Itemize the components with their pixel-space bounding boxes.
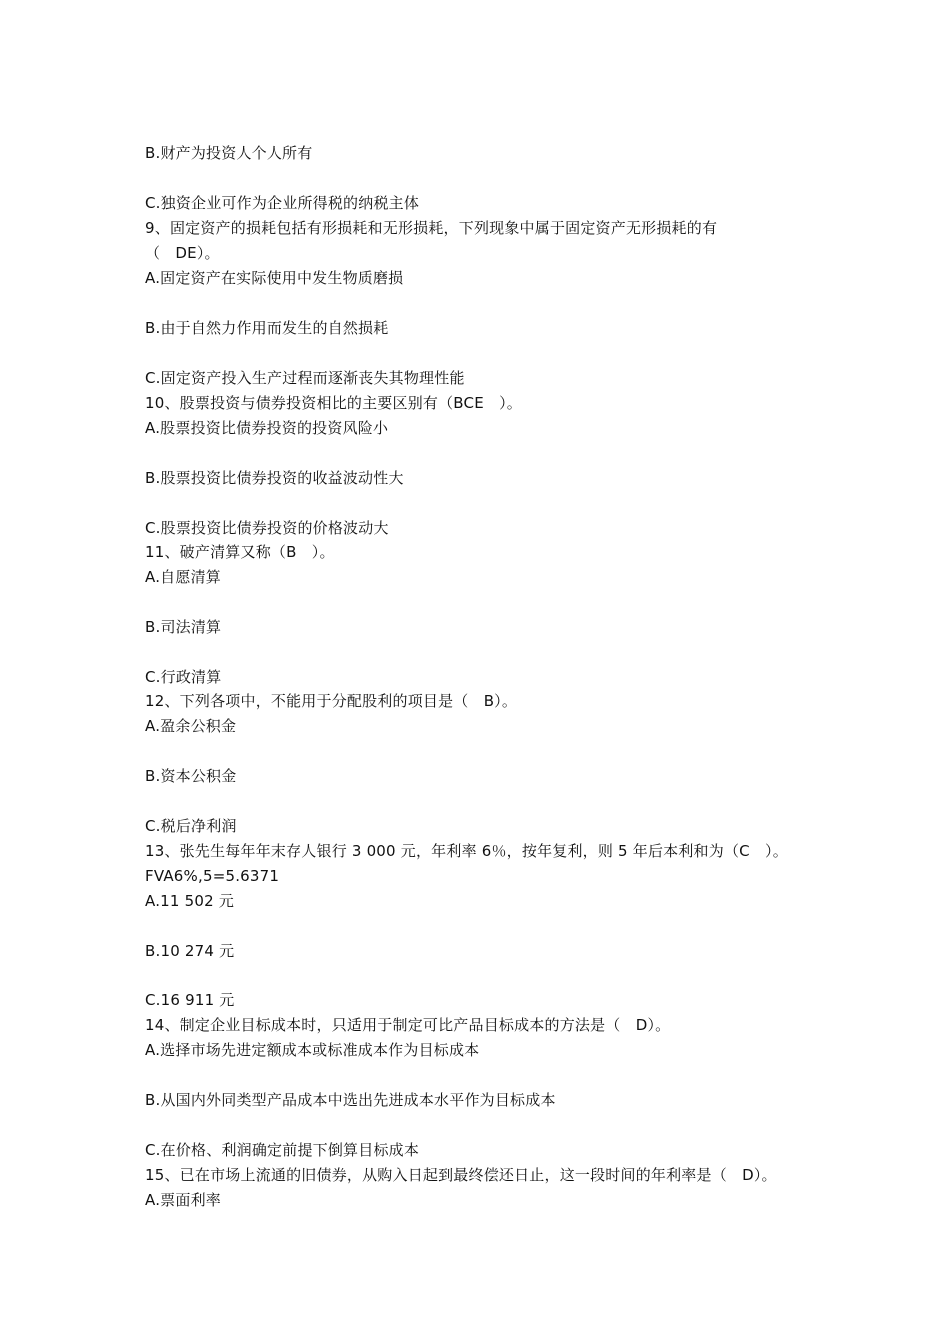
option-line: B.财产为投资人个人所有 (145, 144, 313, 162)
option-line: A.11 502 元 (145, 892, 235, 910)
option-line: B.股票投资比债券投资的收益波动性大 (145, 469, 404, 487)
option-line: C.行政清算 (145, 668, 222, 686)
option-line: C.股票投资比债券投资的价格波动大 (145, 519, 389, 537)
option-line: A.票面利率 (145, 1191, 221, 1209)
option-line: B.由于自然力作用而发生的自然损耗 (145, 319, 389, 337)
option-line: C.16 911 元 (145, 991, 235, 1009)
option-line: A.盈余公积金 (145, 717, 237, 735)
option-line: A.股票投资比债券投资的投资风险小 (145, 419, 389, 437)
question-line: （ DE）。 (145, 244, 220, 262)
question-line: 12、下列各项中，不能用于分配股利的项目是（ B）。 (145, 692, 518, 710)
question-line: 10、股票投资与债券投资相比的主要区别有（BCE ）。 (145, 394, 522, 412)
option-line: B.从国内外同类型产品成本中选出先进成本水平作为目标成本 (145, 1091, 556, 1109)
option-line: B.资本公积金 (145, 767, 237, 785)
option-line: A.选择市场先进定额成本或标准成本作为目标成本 (145, 1041, 480, 1059)
option-line: C.固定资产投入生产过程而逐渐丧失其物理性能 (145, 369, 465, 387)
formula-line: FVA6%,5=5.6371 (145, 867, 280, 885)
question-line: 13、张先生每年年末存人银行 3 000 元，年利率 6％，按年复利，则 5 年后本利和为（C ）。 (145, 842, 788, 860)
option-line: A.自愿清算 (145, 568, 221, 586)
question-line: 9、固定资产的损耗包括有形损耗和无形损耗，下列现象中属于固定资产无形损耗的有 (145, 219, 718, 237)
option-line: C.在价格、利润确定前提下倒算目标成本 (145, 1141, 420, 1159)
option-line: B.10 274 元 (145, 942, 235, 960)
option-line: C.独资企业可作为企业所得税的纳税主体 (145, 194, 420, 212)
question-line: 11、破产清算又称（B ）。 (145, 543, 335, 561)
question-line: 14、制定企业目标成本时，只适用于制定可比产品目标成本的方法是（ D）。 (145, 1016, 671, 1034)
option-line: C.税后净利润 (145, 817, 237, 835)
question-line: 15、已在市场上流通的旧债券，从购入日起到最终偿还日止，这一段时间的年利率是（ D）。 (145, 1166, 777, 1184)
option-line: B.司法清算 (145, 618, 222, 636)
option-line: A.固定资产在实际使用中发生物质磨损 (145, 269, 404, 287)
